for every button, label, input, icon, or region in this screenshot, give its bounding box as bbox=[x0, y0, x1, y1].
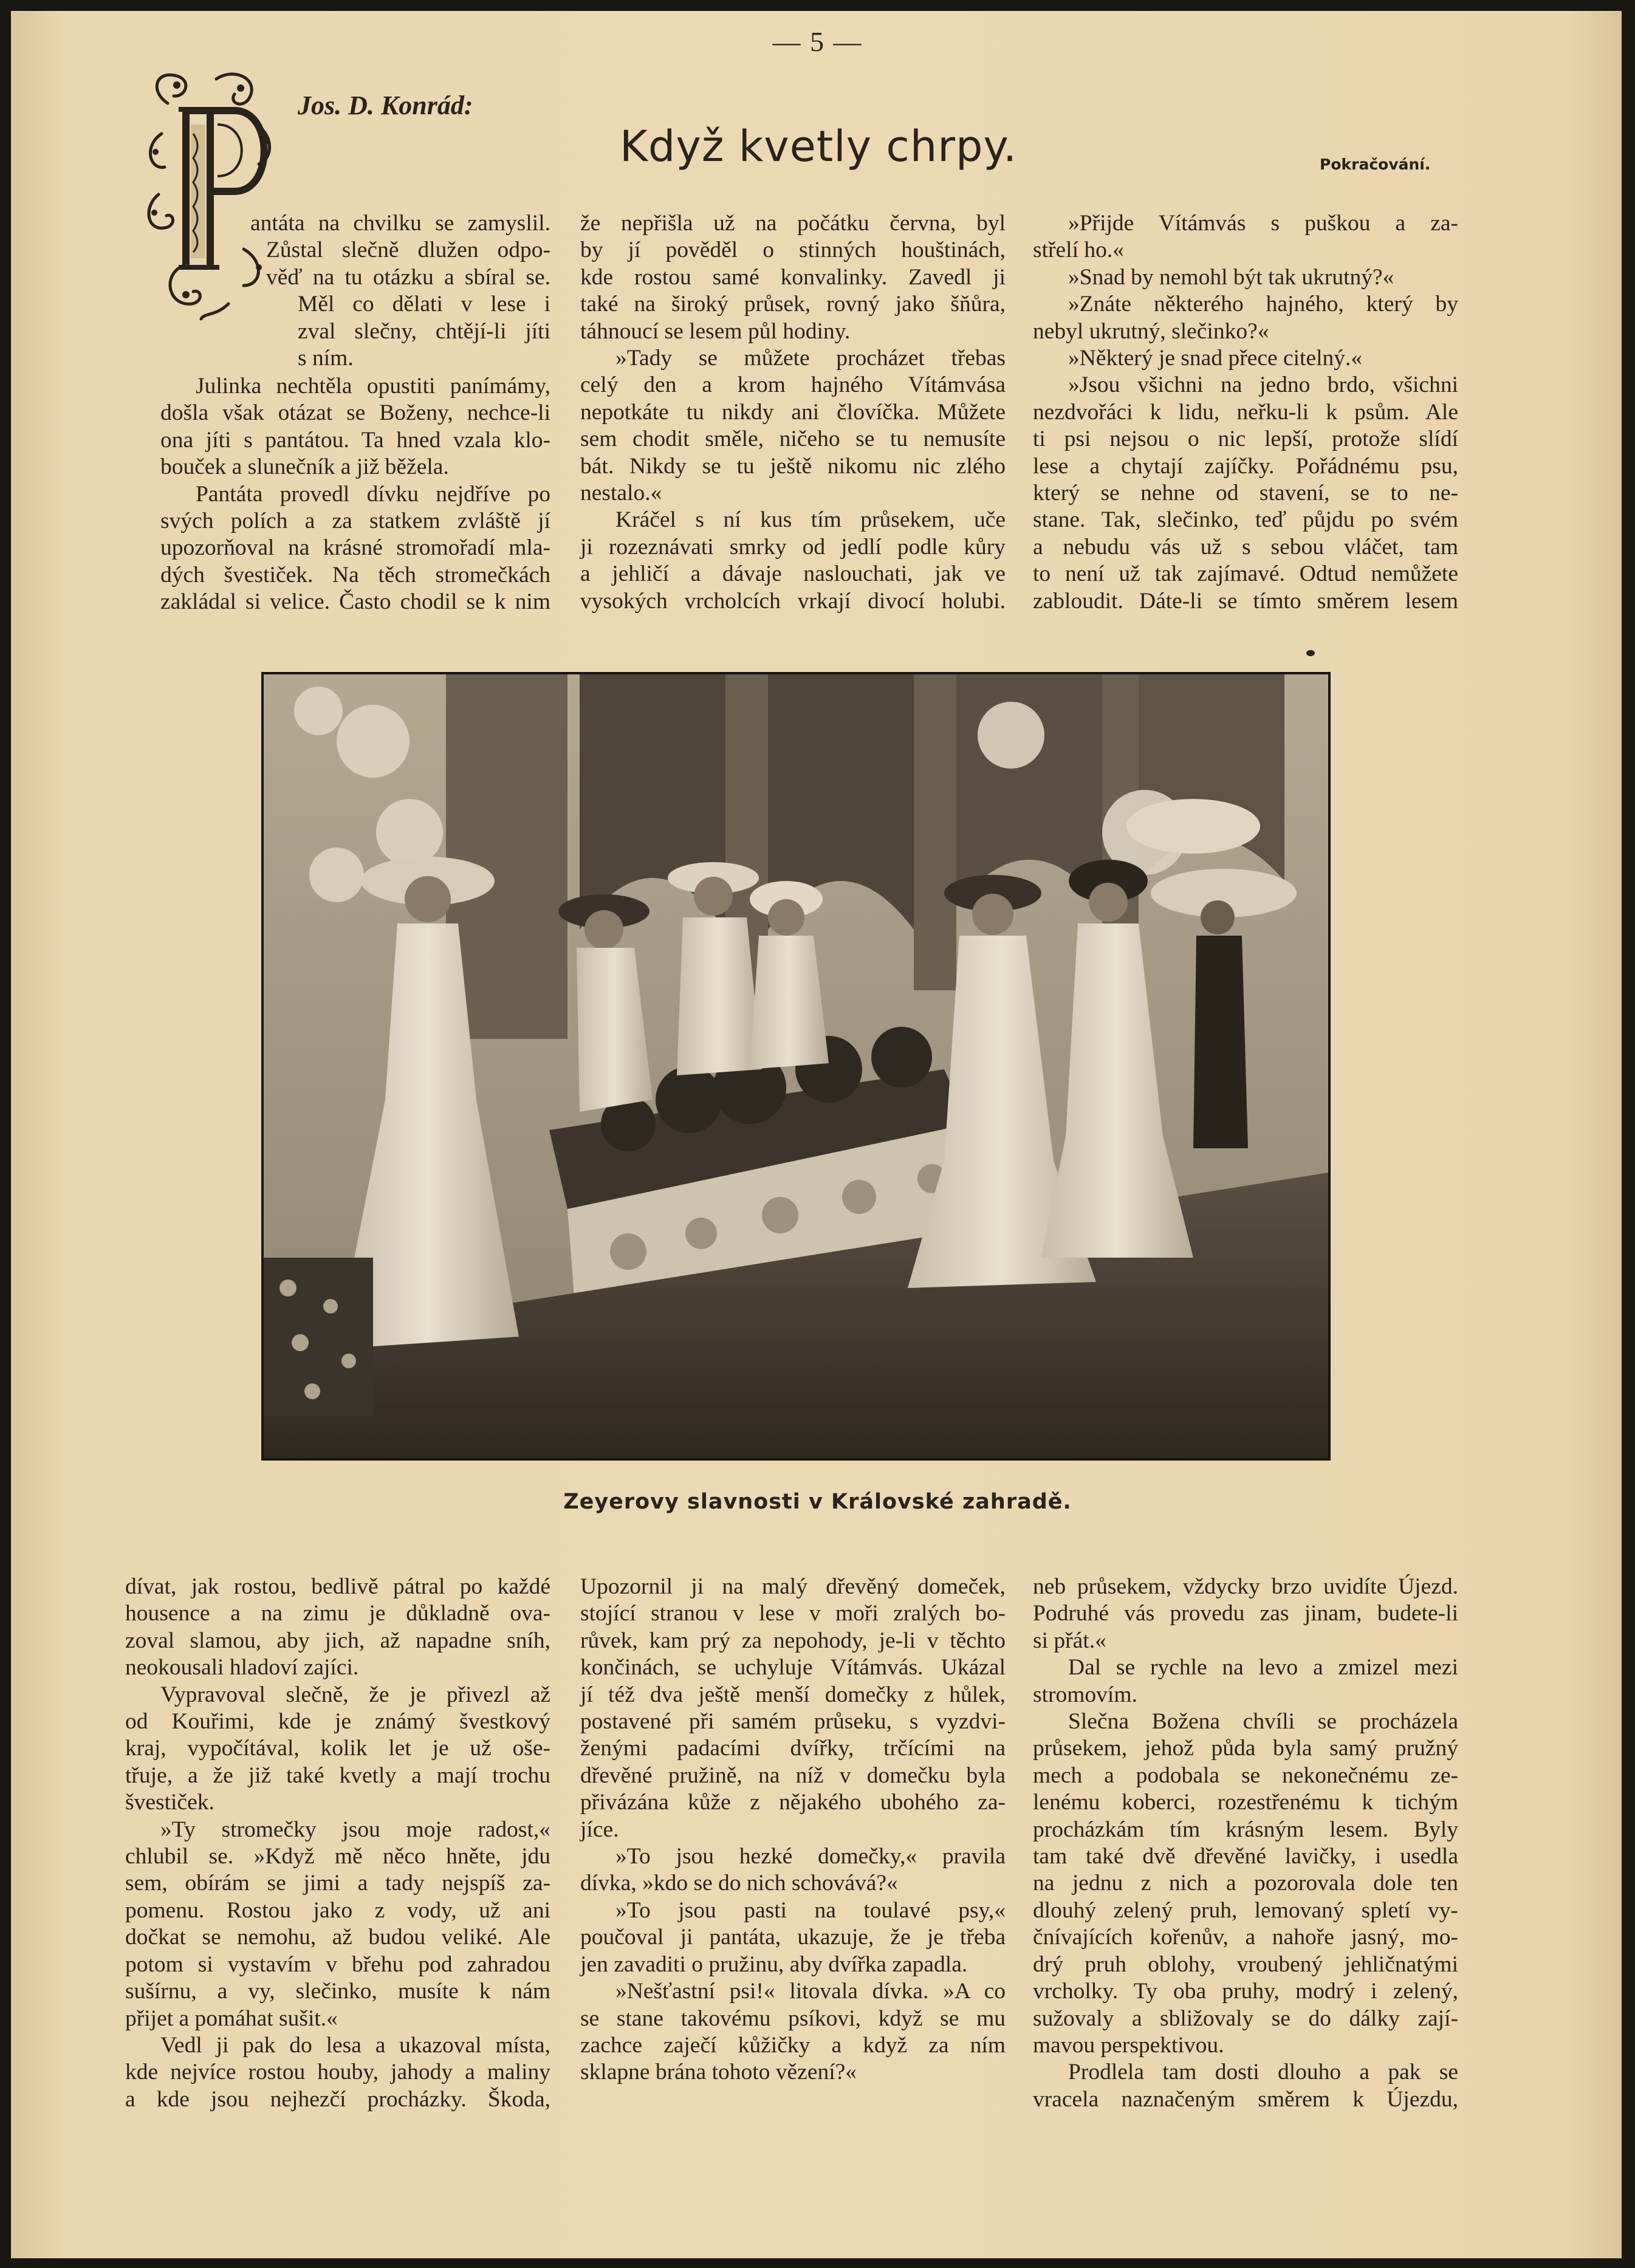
text-line: drý pruh oblohy, vroubený jehličnatými bbox=[1033, 1951, 1458, 1977]
text-line: »Přijde Vítámvás s puškou a za- bbox=[1068, 211, 1458, 236]
text-line: neb průsekem, vždycky brzo uvidíte Újezd. bbox=[1033, 1574, 1458, 1599]
text-line: by jí pověděl o stinných houštinách, bbox=[580, 238, 1006, 263]
text-line: zoval slamou, aby jich, až napadne sníh, bbox=[125, 1628, 550, 1653]
text-line: čnívajících kořenův, a nahoře jasný, mo- bbox=[1033, 1925, 1458, 1950]
text-line: Zůstal slečně dlužen odpo- bbox=[266, 238, 550, 263]
text-line: jíce. bbox=[580, 1817, 619, 1842]
text-line: dočkat se nemohu, až budou veliké. Ale bbox=[125, 1925, 550, 1950]
text-line: kde nejvíce rostou houby, jahody a maliny bbox=[125, 2060, 550, 2085]
text-line: také na široký průsek, rovný jako šňůra, bbox=[580, 292, 1006, 317]
author-name: Jos. D. Konrád: bbox=[298, 91, 473, 120]
text-line: Vedl ji pak do lesa a ukazoval místa, bbox=[160, 2032, 550, 2058]
text-line: »Znáte některého hajného, který by bbox=[1068, 292, 1458, 317]
text-line: nezdvořáci k lidu, neřku-li k psům. Ale bbox=[1033, 399, 1458, 425]
text-line: lese a chytají zajíčky. Pořádnému psu, bbox=[1033, 453, 1458, 479]
text-line: »Snad by nemohl být tak ukrutný?« bbox=[1068, 264, 1394, 290]
continued-label: Pokračování. bbox=[1320, 156, 1431, 173]
text-line: bát. Nikdy se tu ještě nikomu nic zlého bbox=[580, 453, 1006, 479]
text-line: průsekem, jehož půda byla samý pružný bbox=[1033, 1736, 1458, 1761]
text-line: antáta na chvilku se zamyslil. bbox=[250, 211, 550, 236]
text-line: Měl co dělati v lese i bbox=[298, 292, 550, 317]
text-line: »Tady se můžete procházet třebas bbox=[615, 346, 1006, 371]
text-line: s ním. bbox=[298, 346, 354, 371]
festival-photograph bbox=[261, 672, 1331, 1461]
text-line: Dal se rychle na levo a zmizel mezi bbox=[1068, 1655, 1458, 1680]
text-line: vracela naznačeným směrem k Újezdu, bbox=[1033, 2086, 1458, 2112]
text-line: sem chodit směle, ničeho se tu nemusíte bbox=[580, 427, 1006, 452]
text-line: zabloudit. Dáte-li se tímto směrem lesem bbox=[1033, 588, 1458, 614]
text-line: kraj, vypočítával, kolik let je už oše- bbox=[125, 1736, 550, 1761]
text-line: neokousali hladoví zajíci. bbox=[125, 1655, 359, 1680]
text-line: a nebudu vás už s sebou vláčet, tam bbox=[1033, 534, 1458, 560]
text-line: ženými padacími dvířky, trčícími na bbox=[580, 1736, 1006, 1761]
scan-border-bottom bbox=[0, 2258, 1635, 2268]
text-line: Podruhé vás provedu zas jinam, budete-li bbox=[1033, 1601, 1458, 1626]
text-line: poučoval ji pantáta, ukazuje, že je třeba bbox=[580, 1925, 1006, 1950]
text-line: na jednu z nich a pozorovala dole ten bbox=[1033, 1871, 1458, 1896]
text-line: Kráčel s ní kus tím průsekem, uče bbox=[615, 507, 1006, 533]
text-line: »Jsou všichni na jedno brdo, všichni bbox=[1068, 372, 1458, 398]
article-title: Když kvetly chrpy. bbox=[620, 122, 1018, 171]
text-line: lenému koberci, rozestřenému k tichým bbox=[1033, 1790, 1458, 1815]
text-line: Slečna Božena chvíli se procházela bbox=[1068, 1709, 1458, 1735]
parasol bbox=[1126, 799, 1260, 854]
text-line: ji rozeznávati smrky od jedlí podle kůry bbox=[580, 534, 1006, 560]
text-line: že nepřišla už na počátku června, byl bbox=[580, 211, 1006, 236]
text-line: táhnoucí se lesem půl hodiny. bbox=[580, 318, 851, 344]
text-line: od Kouřimi, kde je známý švestkový bbox=[125, 1709, 550, 1735]
scan-border-left bbox=[0, 0, 11, 2268]
scan-border-top bbox=[0, 0, 1635, 11]
text-line: sužovaly a sbližovaly se do dálky zají- bbox=[1033, 2006, 1458, 2031]
text-line: vrcholky. Ty oba pruhy, modrý i zelený, bbox=[1033, 1979, 1458, 2004]
text-line: nebyl ukrutný, slečinko?« bbox=[1033, 318, 1269, 344]
text-line: dých švestiček. Na těch stromečkách bbox=[160, 562, 550, 588]
text-line: vysokých vrcholcích vrkají divocí holubi. bbox=[580, 588, 1006, 614]
text-line: přivázána kůže z nějakého ubohého za- bbox=[580, 1790, 1006, 1815]
text-line: Upozornil ji na malý dřevěný domeček, bbox=[580, 1574, 1006, 1599]
text-line: stane. Tak, slečinko, teď půjdu po svém bbox=[1033, 507, 1458, 533]
text-line: nepotkáte tu nikdy ani človíčka. Můžete bbox=[580, 399, 1006, 425]
text-line: dřevěné pružině, na níž v domečku byla bbox=[580, 1763, 1006, 1788]
column-3-bottom bbox=[1033, 1574, 1458, 2113]
text-line: střelí ho.« bbox=[1033, 238, 1124, 263]
text-line: zakládal si velice. Často chodil se k nim bbox=[160, 589, 550, 615]
text-line: housence a na zimu je důkladně ova- bbox=[125, 1601, 550, 1626]
text-line: Pantáta provedl dívku nejdříve po bbox=[196, 481, 550, 507]
text-line: si přát.« bbox=[1033, 1628, 1106, 1653]
text-line: upozorňoval na krásné stromořadí mla- bbox=[160, 535, 550, 561]
text-line: potom si vystavím v břehu pod zahradou bbox=[125, 1951, 550, 1977]
paragraph bbox=[125, 373, 550, 481]
column-2-bottom bbox=[580, 1574, 1006, 2086]
scan-border-right bbox=[1622, 0, 1635, 2268]
text-line: tam také dvě dřevěné lavičky, i usedla bbox=[1033, 1844, 1458, 1869]
text-line: a jehličí a dávaje naslouchati, jak ve bbox=[580, 561, 1006, 587]
text-line: a kde jsou nejhezčí procházky. Škoda, bbox=[125, 2086, 550, 2112]
text-line: jí též dva ještě menší domečky z hůlek, bbox=[580, 1682, 1006, 1707]
text-line: nestalo.« bbox=[580, 481, 662, 506]
text-line: dívka, »kdo se do nich schovává?« bbox=[580, 1871, 898, 1896]
text-line: končinách, se uchyluje Vítámvás. Ukázal bbox=[580, 1655, 1006, 1680]
text-line: který se nehne od stavení, se to ne- bbox=[1033, 481, 1458, 506]
text-line: kde rostou samé konvalinky. Zavedl ji bbox=[580, 264, 1006, 290]
text-line: sklapne brána tohoto vězení?« bbox=[580, 2060, 857, 2085]
paragraph bbox=[125, 481, 550, 616]
text-line: »Nešťastní psi!« litovala dívka. »A co bbox=[615, 1979, 1006, 2004]
text-line: dívat, jak rostou, bedlivě pátral po každé bbox=[125, 1574, 550, 1599]
column-1-top-continuation bbox=[125, 373, 550, 616]
text-line: procházkám tím krásným lesem. Byly bbox=[1033, 1817, 1458, 1842]
text-line: »Ty stromečky jsou moje radost,« bbox=[160, 1817, 550, 1842]
text-line: pomenu. Rostou jako z vody, už ani bbox=[125, 1897, 550, 1923]
text-line: ona jíti s pantátou. Ta hned vzala klo- bbox=[160, 427, 550, 453]
text-line: svých polích a za statkem zvláště jí bbox=[160, 509, 550, 534]
text-line: věď na tu otázku a sbíral se. bbox=[266, 264, 550, 290]
text-line: mavou perspektivou. bbox=[1033, 2032, 1224, 2058]
text-line: postavené při samém průseku, s vyzdvi- bbox=[580, 1709, 1006, 1735]
text-line: celý den a krom hajného Vítámvása bbox=[580, 372, 1006, 398]
text-line: jen zavaditi o pružinu, aby dvířka zapadla. bbox=[580, 1951, 968, 1977]
text-line: růvek, kam prý za nepohody, je-li v těchto bbox=[580, 1628, 1006, 1653]
text-line: stromovím. bbox=[1033, 1682, 1137, 1707]
photo-caption: Zeyerovy slavnosti v Královské zahradě. bbox=[563, 1490, 1072, 1514]
gentleman-figure bbox=[1193, 900, 1248, 1148]
text-line: »Některý je snad přece citelný.« bbox=[1068, 346, 1363, 371]
text-line: bouček a slunečník a již běžela. bbox=[160, 454, 449, 480]
text-line: sušírnu, a vy, slečinko, musíte k nám bbox=[125, 1979, 550, 2004]
page-number: — 5 — bbox=[772, 26, 863, 57]
text-line: dlouhý zelený pruh, lemovaný spletí vy- bbox=[1033, 1897, 1458, 1923]
text-line: ti psi nejsou o nic lepší, protože slídí bbox=[1033, 427, 1458, 452]
text-line: švestiček. bbox=[125, 1790, 214, 1815]
text-line: Prodlela tam dosti dlouho a pak se bbox=[1068, 2060, 1458, 2085]
text-line: Julinka nechtěla opustiti panímámy, bbox=[196, 374, 550, 399]
ink-speck bbox=[1306, 650, 1315, 656]
text-line: to není už tak zajímavé. Odtud nemůžete bbox=[1033, 561, 1458, 587]
column-1-top-beside-cap bbox=[250, 210, 550, 372]
text-line: třuje, a že již také kvetly a mají trochu bbox=[125, 1763, 550, 1788]
text-line: zachce zaječí kůžičky a když za ním bbox=[580, 2032, 1006, 2058]
text-line: »To jsou hezké domečky,« pravila bbox=[615, 1844, 1006, 1869]
column-1-bottom bbox=[125, 1574, 550, 2113]
text-line: sem, obírám se jimi a tady nejspíš za- bbox=[125, 1871, 550, 1896]
column-2-top bbox=[580, 210, 1006, 615]
photo-scene bbox=[264, 674, 1328, 1458]
text-line: se stane takovému psíkovi, když se mu bbox=[580, 2006, 1006, 2031]
text-line: došla však otázat se Boženy, nechce-li bbox=[160, 400, 550, 426]
text-line: chlubil se. »Když mě něco hněte, jdu bbox=[125, 1844, 550, 1869]
text-line: »To jsou pasti na toulavé psy,« bbox=[615, 1897, 1006, 1923]
text-line: Vypravoval slečně, že je přivezl až bbox=[160, 1682, 550, 1707]
text-line: zval slečny, chtějí-li jíti bbox=[298, 318, 550, 344]
text-line: přijet a pomáhat sušit.« bbox=[125, 2006, 338, 2031]
text-line: mech a podobala se nekonečnému ze- bbox=[1033, 1763, 1458, 1788]
column-3-top bbox=[1033, 210, 1458, 615]
text-line: stojící stranou v lese v moři zralých bo- bbox=[580, 1601, 1006, 1626]
